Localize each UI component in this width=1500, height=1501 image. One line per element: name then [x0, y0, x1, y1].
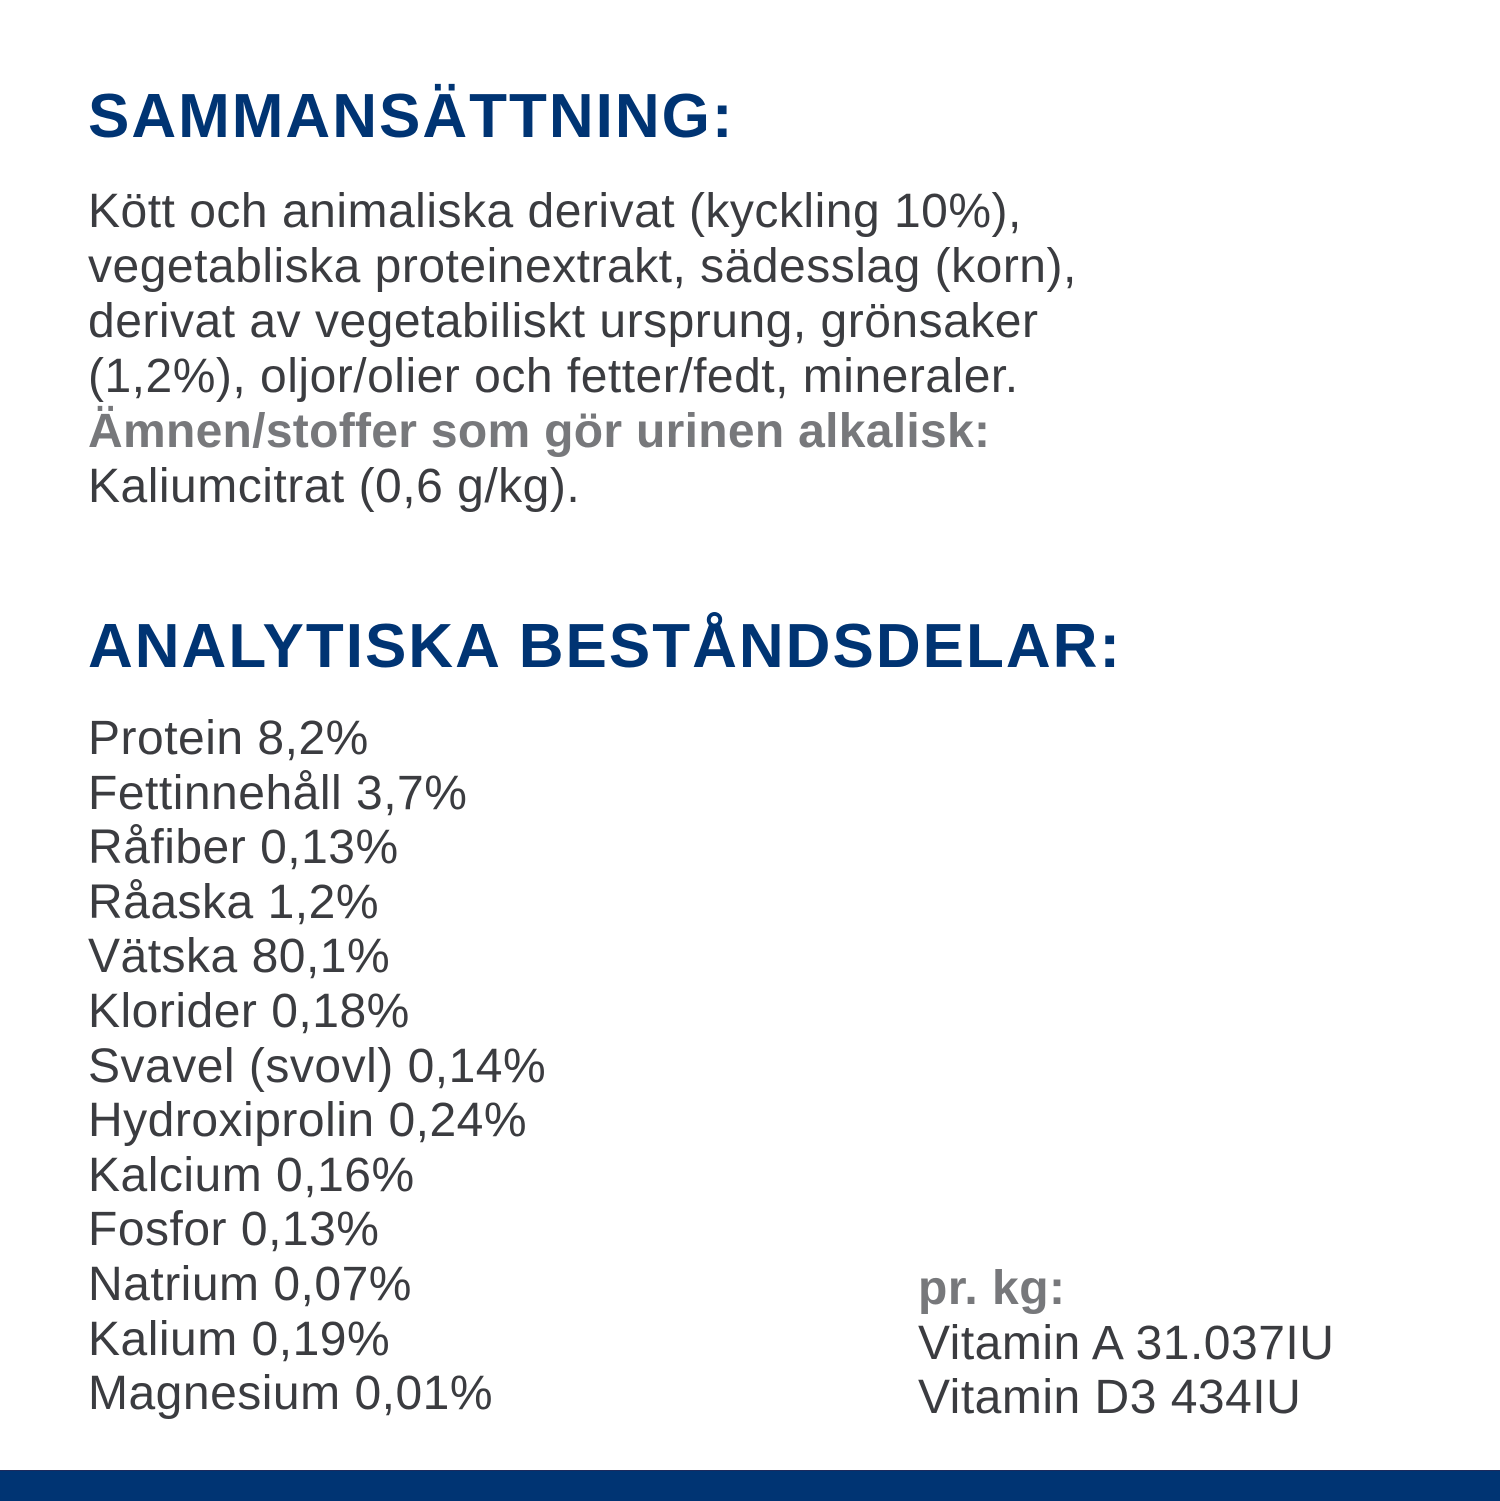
composition-line: (1,2%), oljor/olier och fetter/fedt, mineraler.	[88, 350, 1019, 403]
list-item: Kalcium 0,16%	[88, 1148, 415, 1202]
list-item: Hydroxiprolin 0,24%	[88, 1094, 528, 1148]
analytical-heading: ANALYTISKA BESTÅNDSDELAR:	[88, 612, 1123, 681]
list-item: Protein 8,2%	[88, 712, 369, 765]
list-item: Magnesium 0,01%	[88, 1367, 494, 1421]
composition-line: derivat av vegetabiliskt ursprung, grönsaker	[88, 295, 1039, 348]
composition-line: vegetabliska proteinextrakt, sädesslag (korn),	[88, 240, 1077, 293]
composition-text	[88, 184, 1388, 514]
composition-heading: SAMMANSÄTTNING:	[88, 82, 735, 151]
vitamins-block	[918, 1262, 1334, 1426]
list-item: Råfiber 0,13%	[88, 821, 399, 875]
footer-bar	[0, 1470, 1500, 1501]
vitamin-item: Vitamin D3 434IU	[918, 1371, 1302, 1425]
list-item: Kalium 0,19%	[88, 1312, 391, 1366]
list-item: Klorider 0,18%	[88, 984, 410, 1038]
vitamin-item: Vitamin A 31.037IU	[918, 1316, 1335, 1370]
composition-line: Kött och animaliska derivat (kyckling 10%),	[88, 185, 1022, 238]
analytical-list	[88, 712, 546, 1422]
list-item: Natrium 0,07%	[88, 1257, 412, 1311]
list-item: Svavel (svovl) 0,14%	[88, 1039, 547, 1093]
list-item: Fettinnehåll 3,7%	[88, 766, 468, 820]
per-kg-label: pr. kg:	[918, 1262, 1066, 1315]
additive-label: Ämnen/stoffer som gör urinen alkalisk:	[88, 405, 991, 458]
list-item: Råaska 1,2%	[88, 875, 379, 929]
additive-value: Kaliumcitrat (0,6 g/kg).	[88, 460, 581, 513]
list-item: Vätska 80,1%	[88, 930, 391, 984]
list-item: Fosfor 0,13%	[88, 1203, 380, 1257]
